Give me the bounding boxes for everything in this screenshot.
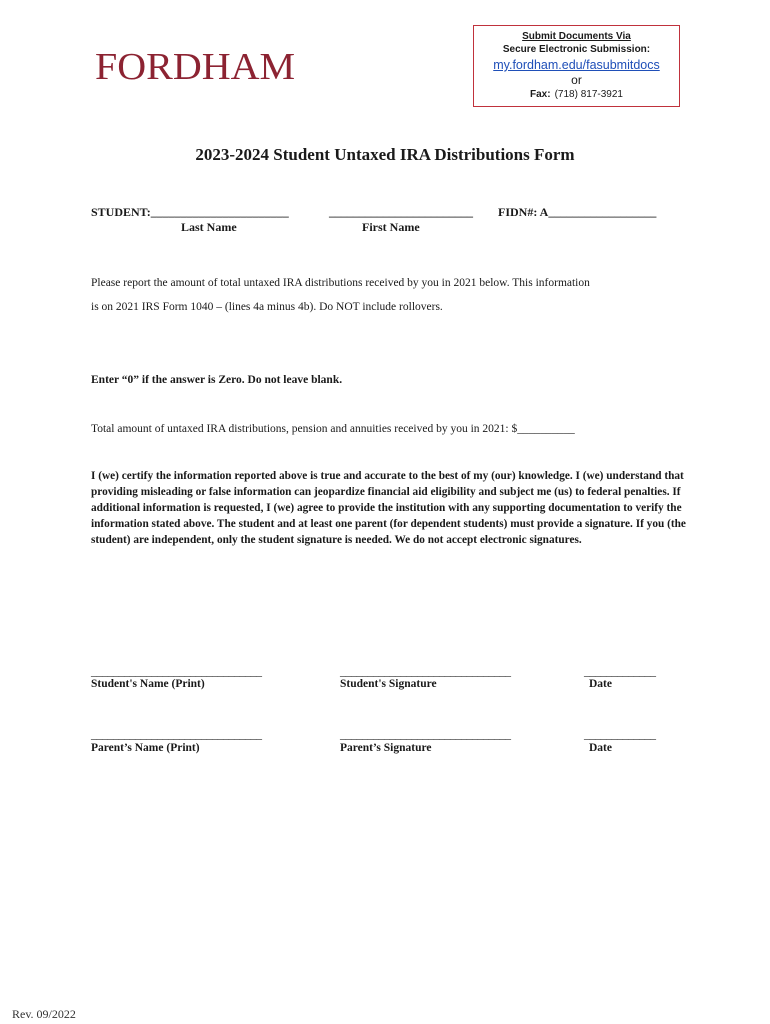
student-date-caption: Date <box>589 678 612 690</box>
submit-heading: Submit Documents Via <box>522 31 631 42</box>
student-name-caption: Student's Name (Print) <box>91 678 205 690</box>
amount-field[interactable]: Total amount of untaxed IRA distributions, pension and annuities received by you in 2021: $__________ <box>91 423 575 435</box>
fax-number: (718) 817-3921 <box>554 89 623 100</box>
fax-label: Fax: <box>530 89 551 100</box>
submit-documents-box <box>473 25 680 107</box>
student-last-name-field[interactable]: STUDENT:_______________________ <box>91 205 289 219</box>
student-name-line[interactable]: _______________________________ <box>91 664 262 678</box>
fax-line <box>474 89 679 100</box>
submit-or: or <box>571 73 582 87</box>
parent-name-caption: Parent’s Name (Print) <box>91 742 200 754</box>
form-title: 2023-2024 Student Untaxed IRA Distributions Form <box>195 145 575 164</box>
fidn-field[interactable]: FIDN#: A__________________ <box>498 205 657 219</box>
first-name-caption: First Name <box>362 220 420 234</box>
last-name-caption: Last Name <box>181 220 237 234</box>
fordham-logo: FORDHAM <box>95 44 296 88</box>
student-signature-line[interactable]: _______________________________ <box>340 664 511 678</box>
certification-text: I (we) certify the information reported above is true and accurate to the best of my (our) knowledge. I (we) understand that providing misleading or false information can jeopardize financial aid eligibility and subject me (us) to federal penalties. If additional information is requested, I (we) agree to provide the institution with any supporting documentation to verify the information stated above. The student and at least one parent (for dependent students) must provide a signature. If you (the student) are independent, only the student signature is needed. We do not accept electronic signatures. <box>91 470 686 546</box>
submit-subheading: Secure Electronic Submission: <box>502 44 651 55</box>
revision-date: Rev. 09/2022 <box>12 1007 76 1021</box>
zero-note: Enter “0” if the answer is Zero. Do not leave blank. <box>91 374 343 386</box>
parent-signature-caption: Parent’s Signature <box>340 742 432 754</box>
parent-date-line[interactable]: _____________ <box>584 727 656 741</box>
student-signature-caption: Student's Signature <box>340 678 437 690</box>
parent-date-caption: Date <box>589 742 612 754</box>
student-date-line[interactable]: _____________ <box>584 664 656 678</box>
submit-link[interactable]: my.fordham.edu/fasubmitdocs <box>493 58 660 72</box>
parent-name-line[interactable]: _______________________________ <box>91 727 262 741</box>
student-first-name-field[interactable]: ________________________ <box>329 205 473 219</box>
instructions-line-1: Please report the amount of total untaxed IRA distributions received by you in 2021 below. This information <box>91 277 590 289</box>
instructions-line-2: is on 2021 IRS Form 1040 – (lines 4a minus 4b). Do NOT include rollovers. <box>91 301 443 313</box>
parent-signature-line[interactable]: _______________________________ <box>340 727 511 741</box>
